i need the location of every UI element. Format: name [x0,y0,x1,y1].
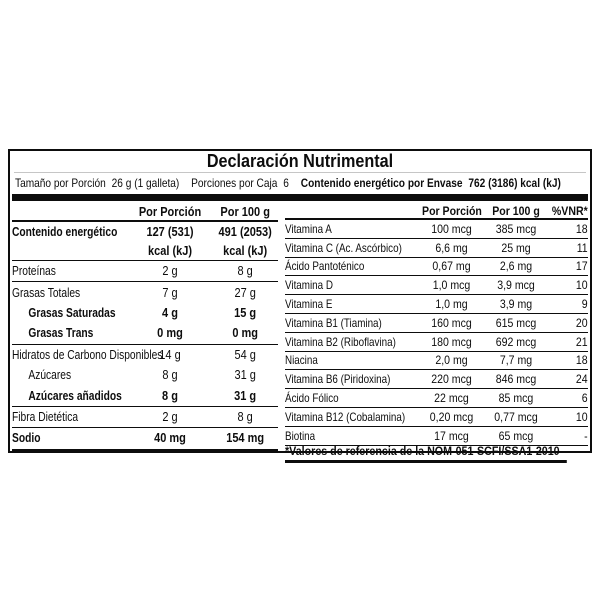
title-divider [14,172,586,173]
per-100g-value: 54 g [234,347,256,362]
table-row [12,303,278,323]
table-row [285,276,588,295]
vitamin-name: Vitamina B6 (Piridoxina) [285,372,391,387]
vnr-value: 10 [576,409,588,424]
per-serving-value: 14 g [159,347,181,362]
per-serving-value: 220 mcg [431,372,473,387]
table-row [12,365,278,385]
vitamin-name: Vitamina D [285,278,334,293]
per-100g-value: 2,6 mg [500,259,533,274]
serving-size [15,175,179,191]
per-serving-value: 40 mg [154,431,186,446]
energy-per-package [301,175,561,191]
servings-per-box-label: Porciones por Caja [191,176,278,190]
vitamin-name: Biotina [285,428,316,443]
table-row [285,333,588,352]
per-100g-value: 154 mg [226,431,265,446]
vnr-value: 21 [576,334,588,349]
per-100g-value: 0 mg [232,326,258,341]
vnr-value: 9 [582,297,588,312]
vitamins-table [285,204,588,458]
table-row [285,427,588,446]
table-row [12,385,278,406]
per-100g-header: Por 100 g [220,205,270,219]
per-serving-header: Por Porción [422,204,483,218]
per-serving-value: 0,20 mcg [430,409,474,424]
nutrient-name: Grasas Saturadas [28,305,116,320]
table-row [12,323,278,344]
per-serving-value: 7 g [162,285,178,300]
table-row [12,242,278,261]
macronutrients-header-row [12,204,278,222]
serving-info [15,175,561,191]
per-100g-value: 3,9 mcg [497,278,536,293]
vitamin-name: Vitamina C (Ac. Ascórbico) [285,240,403,255]
per-serving-value: 2 g [162,409,178,424]
per-serving-header: Por Porción [138,205,202,219]
per-serving-value: 22 mcg [434,391,470,406]
table-row [285,220,588,239]
nutrient-name: Azúcares [28,368,72,383]
per-100g-value: 491 (2053) [218,225,272,239]
vitamin-name: Vitamina A [285,221,333,236]
per-serving-value: 160 mcg [431,315,473,330]
energy-per-package-value: 762 (3186) kcal (kJ) [468,176,561,190]
vnr-value: 20 [576,315,588,330]
vnr-header: %VNR* [552,204,588,218]
per-serving-value: 1,0 mcg [433,278,471,293]
per-serving-value: 6,6 mg [435,240,468,255]
vitamin-name: Vitamina B1 (Tiamina) [285,315,383,330]
vnr-value: 6 [582,391,588,406]
per-100g-value: 846 mcg [496,372,537,387]
vnr-value: 17 [576,259,588,274]
vitamins-header-row [285,204,588,220]
servings-per-box [191,175,289,191]
vitamin-name: Vitamina E [285,297,333,312]
reference-footnote: *Valores de referencia de la NOM-051-SCFI/SSA1-2010 [285,446,566,463]
table-row [285,389,588,408]
per-serving-value: 0 mg [157,326,183,341]
nutrient-name: Contenido energético [12,225,118,239]
macronutrients-table [12,204,278,451]
servings-per-box-value: 6 [283,176,289,190]
per-serving-value: 2 g [162,264,178,279]
per-100g-value: 31 g [234,388,257,403]
vitamins-rows [285,220,588,446]
table-row [12,428,278,452]
vitamin-name: Niacina [285,353,319,368]
per-100g-value: 8 g [237,264,253,279]
per-100g-value: 15 g [234,305,257,320]
nutrient-name: Fibra Dietética [12,409,79,424]
per-100g-value: 692 mcg [496,334,537,349]
nutrient-name: Proteínas [12,264,56,279]
per-100g-value: 7,7 mg [500,353,533,368]
table-row [285,314,588,333]
label-body [10,204,590,458]
per-100g-value: 385 mcg [496,221,537,236]
table-row [285,239,588,258]
vnr-value: 18 [576,221,588,236]
per-serving-value: 0,67 mg [432,259,471,274]
per-serving-value: 100 mcg [431,221,473,236]
vnr-value: 18 [576,353,588,368]
nutrient-name: Sodio [12,431,41,446]
serving-size-label: Tamaño por Porción [15,176,106,190]
per-serving-value: 8 g [162,368,178,383]
per-100g-header: Por 100 g [492,204,541,218]
per-serving-value: 17 mcg [434,428,470,443]
per-100g-value: 65 mcg [498,428,534,443]
nutrient-name: Hidratos de Carbono Disponibles [12,347,163,362]
per-100g-value: 85 mcg [498,391,534,406]
header-divider-bar [12,194,588,201]
per-100g-value: 25 mg [501,240,531,255]
per-100g-value: 0,77 mcg [494,409,539,424]
per-100g-value: 615 mcg [496,315,537,330]
energy-per-package-label: Contenido energético por Envase [300,176,463,190]
table-row [12,282,278,302]
per-serving-value: 127 (531) [146,225,194,239]
per-serving-value: kcal (kJ) [147,244,193,258]
per-100g-value: 8 g [237,409,253,424]
per-100g-value: 3,9 mg [500,297,533,312]
vitamin-name: Ácido Fólico [285,391,339,406]
table-row [285,352,588,371]
per-serving-value: 4 g [162,305,178,320]
macronutrients-rows [12,222,278,453]
table-row [12,407,278,428]
per-100g-value: kcal (kJ) [223,244,268,258]
per-serving-value: 8 g [162,388,178,403]
nutrient-name: Azúcares añadidos [28,388,122,403]
table-row [285,295,588,314]
vnr-value: 24 [576,372,588,387]
per-100g-value: 27 g [234,285,256,300]
vitamin-name: Vitamina B12 (Cobalamina) [285,409,406,424]
serving-size-value: 26 g (1 galleta) [111,176,180,190]
table-row [12,345,278,365]
label-title: Declaración Nutrimental [206,151,394,171]
per-serving-value: 180 mcg [431,334,473,349]
table-row [12,222,278,242]
per-serving-value: 2,0 mg [435,353,468,368]
table-row [285,370,588,389]
per-serving-value: 1,0 mg [435,297,468,312]
per-100g-value: 31 g [234,368,256,383]
table-row [285,408,588,427]
vitamin-name: Vitamina B2 (Riboflavina) [285,334,397,349]
vnr-value: 10 [576,278,588,293]
vitamin-name: Ácido Pantoténico [285,259,365,274]
vnr-value: 11 [577,240,588,255]
nutrient-name: Grasas Trans [28,326,94,341]
table-row [285,258,588,277]
table-row [12,261,278,282]
vnr-value: - [584,428,588,443]
nutrient-name: Grasas Totales [12,285,81,300]
nutrition-label [8,149,592,458]
